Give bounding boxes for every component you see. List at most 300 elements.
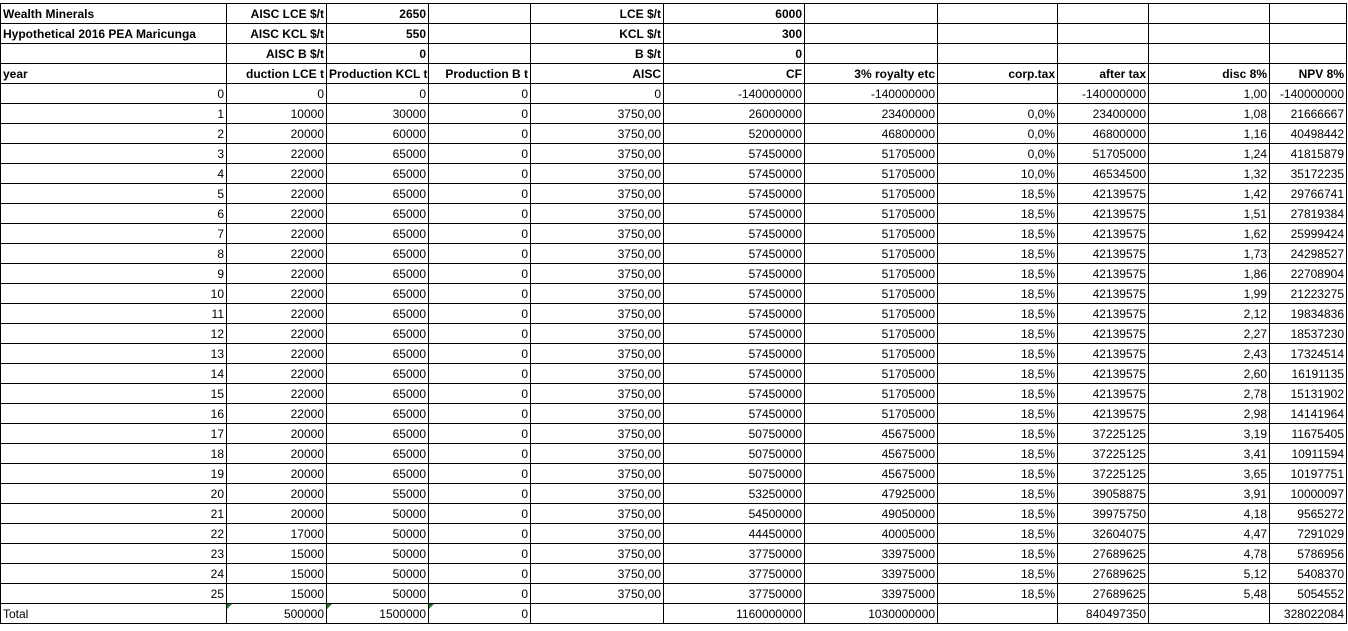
cell[interactable]: 22000 — [227, 324, 327, 344]
cell[interactable]: 54500000 — [664, 504, 805, 524]
cell[interactable]: 3,65 — [1149, 464, 1270, 484]
cell[interactable]: 51705000 — [805, 364, 938, 384]
cell[interactable]: 33975000 — [805, 584, 938, 604]
cell[interactable]: 0 — [429, 324, 531, 344]
cell[interactable]: 20000 — [227, 444, 327, 464]
cell[interactable]: 46800000 — [805, 124, 938, 144]
cell[interactable]: 22000 — [227, 344, 327, 364]
cell[interactable]: 0 — [429, 544, 531, 564]
cell[interactable]: 23 — [1, 544, 227, 564]
cell[interactable]: 18,5% — [938, 224, 1058, 244]
cell[interactable]: 2,98 — [1149, 404, 1270, 424]
cell[interactable]: 53250000 — [664, 484, 805, 504]
cell[interactable]: 17 — [1, 424, 227, 444]
cell[interactable]: 57450000 — [664, 364, 805, 384]
cell[interactable]: 37750000 — [664, 544, 805, 564]
cell[interactable]: 0 — [429, 224, 531, 244]
cell[interactable]: 23400000 — [805, 104, 938, 124]
cell[interactable]: 1,73 — [1149, 244, 1270, 264]
cell[interactable]: 3,41 — [1149, 444, 1270, 464]
cell[interactable]: 18,5% — [938, 304, 1058, 324]
cell[interactable]: 3750,00 — [531, 104, 664, 124]
cell[interactable]: 0 — [664, 44, 805, 64]
cell[interactable]: 0 — [429, 564, 531, 584]
cell[interactable]: 24298527 — [1270, 244, 1347, 264]
cell[interactable]: 3750,00 — [531, 524, 664, 544]
cell[interactable]: 9565272 — [1270, 504, 1347, 524]
cell[interactable]: 22000 — [227, 164, 327, 184]
cell[interactable]: 3750,00 — [531, 224, 664, 244]
cell[interactable]: 65000 — [327, 364, 429, 384]
cell[interactable]: 22000 — [227, 284, 327, 304]
cell[interactable]: 3750,00 — [531, 344, 664, 364]
cell[interactable] — [1270, 4, 1347, 24]
cell[interactable]: 1,51 — [1149, 204, 1270, 224]
cell[interactable]: 15 — [1, 384, 227, 404]
total-royalty[interactable]: 1030000000 — [805, 604, 938, 624]
cell[interactable]: 0,0% — [938, 144, 1058, 164]
cell[interactable]: 0 — [327, 44, 429, 64]
cell[interactable]: 18,5% — [938, 564, 1058, 584]
cell[interactable]: 0 — [429, 104, 531, 124]
cell[interactable]: 45675000 — [805, 424, 938, 444]
cell[interactable] — [1, 44, 227, 64]
cell[interactable]: 57450000 — [664, 264, 805, 284]
cell[interactable] — [429, 4, 531, 24]
cell[interactable]: 7 — [1, 224, 227, 244]
cell[interactable]: 25 — [1, 584, 227, 604]
cell[interactable]: 65000 — [327, 424, 429, 444]
cell[interactable]: 10197751 — [1270, 464, 1347, 484]
cell[interactable]: 46534500 — [1058, 164, 1149, 184]
cell[interactable]: 51705000 — [805, 324, 938, 344]
cell[interactable] — [531, 604, 664, 624]
cell[interactable]: 3750,00 — [531, 304, 664, 324]
cell[interactable] — [938, 24, 1058, 44]
cell[interactable]: 3750,00 — [531, 444, 664, 464]
cell[interactable]: 0 — [429, 304, 531, 324]
cell[interactable]: 40498442 — [1270, 124, 1347, 144]
cell[interactable]: 15000 — [227, 564, 327, 584]
cell[interactable] — [938, 84, 1058, 104]
cell[interactable]: 50000 — [327, 524, 429, 544]
cell[interactable]: 10911594 — [1270, 444, 1347, 464]
cell[interactable]: 41815879 — [1270, 144, 1347, 164]
cell[interactable]: 16191135 — [1270, 364, 1347, 384]
cell[interactable]: 22708904 — [1270, 264, 1347, 284]
cell[interactable]: 51705000 — [805, 284, 938, 304]
cell[interactable]: 17000 — [227, 524, 327, 544]
cell[interactable]: 57450000 — [664, 224, 805, 244]
cell[interactable]: 0 — [429, 184, 531, 204]
cell[interactable]: 51705000 — [805, 144, 938, 164]
cell[interactable]: 57450000 — [664, 184, 805, 204]
col-header-cf[interactable]: CF — [664, 64, 805, 84]
cell[interactable]: 42139575 — [1058, 384, 1149, 404]
cell[interactable]: 0 — [429, 164, 531, 184]
cell[interactable]: 0 — [429, 84, 531, 104]
cell[interactable]: 42139575 — [1058, 244, 1149, 264]
cell[interactable]: 65000 — [327, 144, 429, 164]
cell[interactable]: 22000 — [227, 244, 327, 264]
col-header-npv[interactable]: NPV 8% — [1270, 64, 1347, 84]
cell[interactable]: 51705000 — [805, 264, 938, 284]
cell[interactable]: 57450000 — [664, 244, 805, 264]
cell[interactable]: Wealth Minerals — [1, 4, 227, 24]
cell[interactable]: 65000 — [327, 404, 429, 424]
cell[interactable] — [1270, 24, 1347, 44]
cell[interactable]: 2650 — [327, 4, 429, 24]
cell[interactable]: KCL $/t — [531, 24, 664, 44]
cell[interactable]: LCE $/t — [531, 4, 664, 24]
cell[interactable]: 37225125 — [1058, 444, 1149, 464]
cell[interactable]: 33975000 — [805, 544, 938, 564]
cell[interactable]: 51705000 — [805, 164, 938, 184]
cell[interactable]: 33975000 — [805, 564, 938, 584]
cell[interactable]: 18,5% — [938, 324, 1058, 344]
cell[interactable]: 51705000 — [805, 184, 938, 204]
cell[interactable]: 3 — [1, 144, 227, 164]
cell[interactable]: 18,5% — [938, 424, 1058, 444]
cell[interactable] — [429, 44, 531, 64]
cell[interactable]: 50000 — [327, 564, 429, 584]
cell[interactable]: 46800000 — [1058, 124, 1149, 144]
cell[interactable]: 0 — [429, 364, 531, 384]
cell[interactable]: 65000 — [327, 244, 429, 264]
cell[interactable]: 50000 — [327, 584, 429, 604]
cell[interactable]: 45675000 — [805, 444, 938, 464]
cell[interactable]: 18,5% — [938, 204, 1058, 224]
cell[interactable]: 16 — [1, 404, 227, 424]
cell[interactable]: 42139575 — [1058, 224, 1149, 244]
cell[interactable]: 50750000 — [664, 464, 805, 484]
cell[interactable] — [1058, 24, 1149, 44]
cell[interactable]: B $/t — [531, 44, 664, 64]
cell[interactable]: 18,5% — [938, 524, 1058, 544]
cell[interactable]: 0 — [531, 84, 664, 104]
cell[interactable] — [805, 24, 938, 44]
cell[interactable]: 8 — [1, 244, 227, 264]
cell[interactable]: 3,91 — [1149, 484, 1270, 504]
cell[interactable]: 4 — [1, 164, 227, 184]
cell[interactable]: 0 — [429, 384, 531, 404]
cell[interactable]: 18,5% — [938, 184, 1058, 204]
cell[interactable]: 300 — [664, 24, 805, 44]
cell[interactable]: 5408370 — [1270, 564, 1347, 584]
cell[interactable]: 0 — [429, 444, 531, 464]
cell[interactable]: 21666667 — [1270, 104, 1347, 124]
col-header-after-tax[interactable]: after tax — [1058, 64, 1149, 84]
cell[interactable]: 0,0% — [938, 104, 1058, 124]
cell[interactable]: 2,78 — [1149, 384, 1270, 404]
cell[interactable]: 51705000 — [1058, 144, 1149, 164]
cell[interactable]: 37750000 — [664, 564, 805, 584]
cell[interactable]: 29766741 — [1270, 184, 1347, 204]
col-header-production-b[interactable]: Production B t — [429, 64, 531, 84]
cell[interactable]: 18,5% — [938, 484, 1058, 504]
cell[interactable]: 40005000 — [805, 524, 938, 544]
cell[interactable]: 20 — [1, 484, 227, 504]
cell[interactable]: 18,5% — [938, 544, 1058, 564]
cell[interactable]: 37750000 — [664, 584, 805, 604]
cell[interactable] — [1149, 24, 1270, 44]
cell[interactable]: 50750000 — [664, 444, 805, 464]
cell[interactable]: 0 — [429, 464, 531, 484]
cell[interactable]: 2,12 — [1149, 304, 1270, 324]
cell[interactable]: 3750,00 — [531, 504, 664, 524]
cell[interactable]: 22000 — [227, 204, 327, 224]
cell[interactable]: 3750,00 — [531, 324, 664, 344]
cell[interactable]: 57450000 — [664, 324, 805, 344]
cell[interactable]: 60000 — [327, 124, 429, 144]
cell[interactable]: 3750,00 — [531, 204, 664, 224]
cell[interactable]: 0 — [429, 264, 531, 284]
cell[interactable]: 15000 — [227, 544, 327, 564]
cell[interactable]: 18,5% — [938, 384, 1058, 404]
cell[interactable]: 42139575 — [1058, 264, 1149, 284]
cell[interactable]: 51705000 — [805, 204, 938, 224]
cell[interactable]: 19 — [1, 464, 227, 484]
cell[interactable]: 51705000 — [805, 344, 938, 364]
cell[interactable]: 42139575 — [1058, 404, 1149, 424]
cell[interactable]: 18,5% — [938, 344, 1058, 364]
cell[interactable]: 57450000 — [664, 344, 805, 364]
cell[interactable]: 57450000 — [664, 304, 805, 324]
total-after-tax[interactable]: 840497350 — [1058, 604, 1149, 624]
total-cf[interactable]: 1160000000 — [664, 604, 805, 624]
cell[interactable]: 18,5% — [938, 244, 1058, 264]
cell[interactable]: 14141964 — [1270, 404, 1347, 424]
cell[interactable]: 45675000 — [805, 464, 938, 484]
cell[interactable]: 57450000 — [664, 384, 805, 404]
cell[interactable]: 65000 — [327, 204, 429, 224]
cell[interactable]: Hypothetical 2016 PEA Maricunga — [1, 24, 227, 44]
cell[interactable]: 10000097 — [1270, 484, 1347, 504]
cell[interactable]: 42139575 — [1058, 344, 1149, 364]
cell[interactable]: 3750,00 — [531, 384, 664, 404]
total-lce[interactable]: 500000 — [227, 604, 327, 624]
cell[interactable]: 18,5% — [938, 404, 1058, 424]
cell[interactable]: 42139575 — [1058, 284, 1149, 304]
col-header-production-lce[interactable]: duction LCE t — [227, 64, 327, 84]
cell[interactable]: 11 — [1, 304, 227, 324]
cell[interactable]: 57450000 — [664, 204, 805, 224]
cell[interactable]: 22000 — [227, 144, 327, 164]
cell[interactable]: 15131902 — [1270, 384, 1347, 404]
cell[interactable]: 3750,00 — [531, 264, 664, 284]
cell[interactable]: 0 — [429, 404, 531, 424]
cell[interactable] — [938, 604, 1058, 624]
cell[interactable]: 65000 — [327, 304, 429, 324]
cell[interactable]: 0 — [429, 424, 531, 444]
cell[interactable]: 0 — [429, 124, 531, 144]
cell[interactable]: 27689625 — [1058, 584, 1149, 604]
cell[interactable]: 1,32 — [1149, 164, 1270, 184]
cell[interactable]: 10,0% — [938, 164, 1058, 184]
cell[interactable]: 3750,00 — [531, 484, 664, 504]
total-label[interactable]: Total — [1, 604, 227, 624]
cell[interactable]: 20000 — [227, 484, 327, 504]
cell[interactable]: 3750,00 — [531, 404, 664, 424]
cell[interactable]: 1,62 — [1149, 224, 1270, 244]
cell[interactable]: 65000 — [327, 324, 429, 344]
cell[interactable]: 42139575 — [1058, 364, 1149, 384]
cell[interactable]: 20000 — [227, 124, 327, 144]
cell[interactable]: 22 — [1, 524, 227, 544]
cell[interactable]: 3750,00 — [531, 124, 664, 144]
cell[interactable]: AISC KCL $/t — [227, 24, 327, 44]
cell[interactable]: 3750,00 — [531, 584, 664, 604]
cell[interactable]: 57450000 — [664, 144, 805, 164]
cell[interactable]: 2 — [1, 124, 227, 144]
cell[interactable]: 23400000 — [1058, 104, 1149, 124]
cell[interactable]: 4,78 — [1149, 544, 1270, 564]
cell[interactable]: 22000 — [227, 264, 327, 284]
cell[interactable] — [1058, 44, 1149, 64]
cell[interactable]: 6 — [1, 204, 227, 224]
cell[interactable]: 18,5% — [938, 264, 1058, 284]
cell[interactable]: 18,5% — [938, 464, 1058, 484]
cell[interactable]: 2,27 — [1149, 324, 1270, 344]
cell[interactable]: 1,86 — [1149, 264, 1270, 284]
col-header-production-kcl[interactable]: Production KCL t — [327, 64, 429, 84]
cell[interactable]: 1 — [1, 104, 227, 124]
cell[interactable]: 20000 — [227, 504, 327, 524]
cell[interactable]: 3750,00 — [531, 144, 664, 164]
cell[interactable]: 3750,00 — [531, 164, 664, 184]
cell[interactable]: 1,24 — [1149, 144, 1270, 164]
cell[interactable]: 21 — [1, 504, 227, 524]
cell[interactable]: 65000 — [327, 224, 429, 244]
cell[interactable]: 21223275 — [1270, 284, 1347, 304]
cell[interactable]: 52000000 — [664, 124, 805, 144]
cell[interactable]: 17324514 — [1270, 344, 1347, 364]
cell[interactable]: 14 — [1, 364, 227, 384]
total-b[interactable]: 0 — [429, 604, 531, 624]
cell[interactable]: 3750,00 — [531, 464, 664, 484]
cell[interactable]: 37225125 — [1058, 424, 1149, 444]
cell[interactable]: 0 — [429, 144, 531, 164]
cell[interactable]: -140000000 — [1058, 84, 1149, 104]
cell[interactable]: 30000 — [327, 104, 429, 124]
cell[interactable]: 27689625 — [1058, 544, 1149, 564]
cell[interactable]: 0 — [429, 584, 531, 604]
cell[interactable]: 5 — [1, 184, 227, 204]
cell[interactable]: 50000 — [327, 544, 429, 564]
cell[interactable] — [1149, 44, 1270, 64]
cell[interactable] — [805, 4, 938, 24]
cell[interactable]: 0 — [429, 204, 531, 224]
cell[interactable]: 3750,00 — [531, 424, 664, 444]
cell[interactable]: 57450000 — [664, 164, 805, 184]
cell[interactable]: 27819384 — [1270, 204, 1347, 224]
cell[interactable]: 1,08 — [1149, 104, 1270, 124]
cell[interactable]: 3750,00 — [531, 184, 664, 204]
cell[interactable]: -140000000 — [664, 84, 805, 104]
cell[interactable]: 0 — [327, 84, 429, 104]
cell[interactable]: 51705000 — [805, 224, 938, 244]
cell[interactable]: 0 — [429, 484, 531, 504]
cell[interactable]: 22000 — [227, 304, 327, 324]
cell[interactable]: 3750,00 — [531, 244, 664, 264]
cell[interactable]: 22000 — [227, 384, 327, 404]
cell[interactable]: 12 — [1, 324, 227, 344]
cell[interactable]: 22000 — [227, 404, 327, 424]
total-kcl[interactable]: 1500000 — [327, 604, 429, 624]
cell[interactable]: 5786956 — [1270, 544, 1347, 564]
cell[interactable]: 22000 — [227, 224, 327, 244]
cell[interactable]: 1,99 — [1149, 284, 1270, 304]
cell[interactable]: 2,43 — [1149, 344, 1270, 364]
cell[interactable]: 0 — [429, 244, 531, 264]
cell[interactable]: 1,42 — [1149, 184, 1270, 204]
cell[interactable]: 51705000 — [805, 404, 938, 424]
cell[interactable]: 1,00 — [1149, 84, 1270, 104]
cell[interactable]: 18537230 — [1270, 324, 1347, 344]
cell[interactable]: 3750,00 — [531, 564, 664, 584]
cell[interactable]: 11675405 — [1270, 424, 1347, 444]
cell[interactable]: 550 — [327, 24, 429, 44]
cell[interactable]: 32604075 — [1058, 524, 1149, 544]
cell[interactable] — [805, 44, 938, 64]
cell[interactable]: 4,18 — [1149, 504, 1270, 524]
cell[interactable]: 65000 — [327, 184, 429, 204]
cell[interactable]: 18 — [1, 444, 227, 464]
cell[interactable]: 15000 — [227, 584, 327, 604]
cell[interactable]: 20000 — [227, 424, 327, 444]
cell[interactable] — [938, 44, 1058, 64]
cell[interactable]: 18,5% — [938, 504, 1058, 524]
cell[interactable]: 0 — [227, 84, 327, 104]
cell[interactable]: 39058875 — [1058, 484, 1149, 504]
cell[interactable]: 20000 — [227, 464, 327, 484]
cell[interactable] — [1270, 44, 1347, 64]
cell[interactable]: 49050000 — [805, 504, 938, 524]
cell[interactable]: 0 — [429, 344, 531, 364]
cell[interactable]: 55000 — [327, 484, 429, 504]
cell[interactable]: 7291029 — [1270, 524, 1347, 544]
cell[interactable]: 50750000 — [664, 424, 805, 444]
cell[interactable]: 42139575 — [1058, 204, 1149, 224]
cell[interactable]: 65000 — [327, 384, 429, 404]
cell[interactable]: 22000 — [227, 184, 327, 204]
cell[interactable]: 22000 — [227, 364, 327, 384]
cell[interactable]: 47925000 — [805, 484, 938, 504]
cell[interactable]: 65000 — [327, 284, 429, 304]
cell[interactable]: 0 — [1, 84, 227, 104]
cell[interactable]: 10000 — [227, 104, 327, 124]
cell[interactable]: 51705000 — [805, 244, 938, 264]
cell[interactable]: 13 — [1, 344, 227, 364]
cell[interactable]: 19834836 — [1270, 304, 1347, 324]
cell[interactable]: 65000 — [327, 464, 429, 484]
cell[interactable]: 4,47 — [1149, 524, 1270, 544]
cell[interactable]: -140000000 — [1270, 84, 1347, 104]
cell[interactable] — [938, 4, 1058, 24]
cell[interactable]: 0 — [429, 284, 531, 304]
cell[interactable]: 65000 — [327, 264, 429, 284]
cell[interactable]: 44450000 — [664, 524, 805, 544]
cell[interactable]: 5,48 — [1149, 584, 1270, 604]
cell[interactable]: 39975750 — [1058, 504, 1149, 524]
col-header-year[interactable]: year — [1, 64, 227, 84]
cell[interactable] — [429, 24, 531, 44]
cell[interactable]: 0 — [429, 504, 531, 524]
cell[interactable]: 57450000 — [664, 404, 805, 424]
cell[interactable]: 0 — [429, 524, 531, 544]
cell[interactable]: 3750,00 — [531, 364, 664, 384]
cell[interactable]: 25999424 — [1270, 224, 1347, 244]
